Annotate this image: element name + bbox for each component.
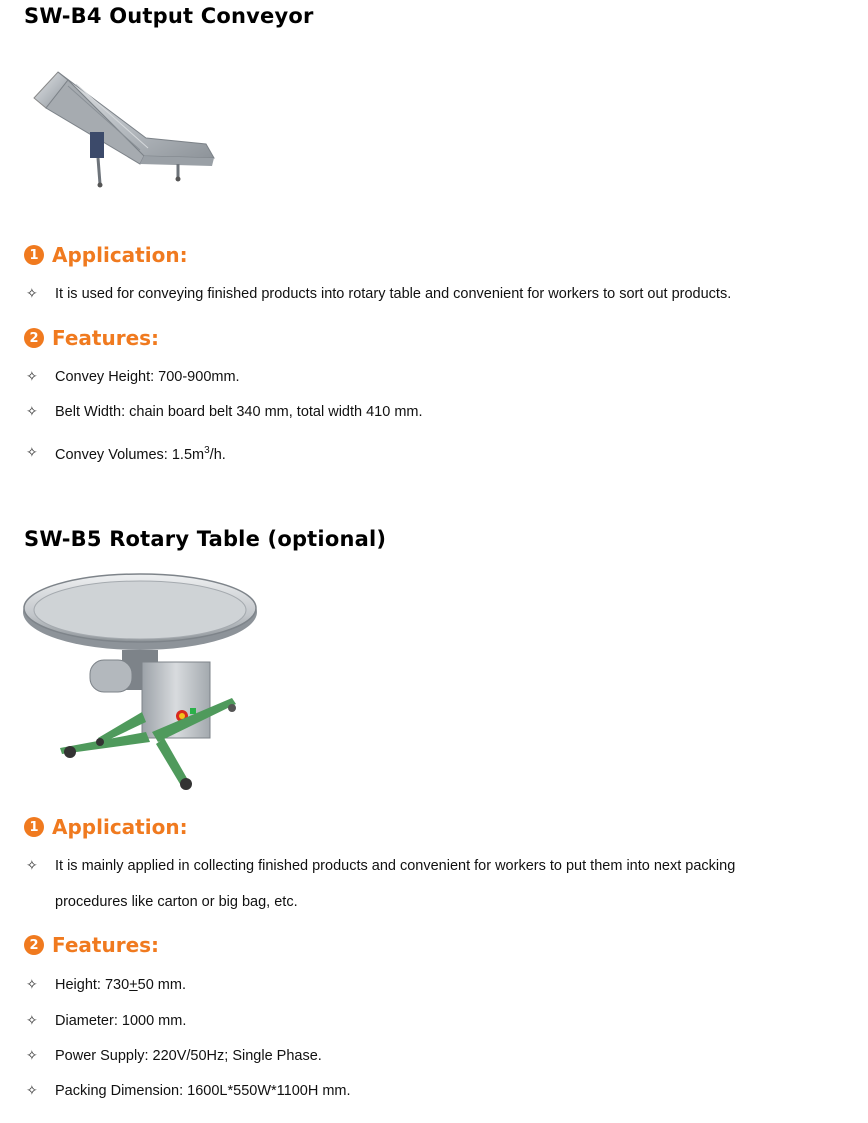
bullet-icon: ✧ [26,1047,38,1063]
volume-prefix: Convey Volumes: 1.5m [55,446,205,463]
list-item-text: It is mainly applied in collecting finished products and convenient for workers to put them into next packing [55,858,736,874]
list-item-text [55,445,226,463]
bullet-icon: ✧ [26,285,38,301]
section1-title: SW-B4 Output Conveyor [24,4,314,28]
list-item-text: Belt Width: chain board belt 340 mm, total width 410 mm. [55,404,423,420]
bullet-icon: ✧ [26,403,38,419]
step-number-badge: 1 [24,245,44,265]
features-heading-label: Features: [52,933,160,957]
list-item-text: Diameter: 1000 mm. [55,1013,187,1029]
bullet-icon: ✧ [26,368,38,384]
bullet-icon: ✧ [26,1082,38,1098]
application-heading-2 [24,814,188,840]
volume-suffix: /h. [209,446,226,463]
bullet-icon: ✧ [26,444,38,460]
volume-superscript: 3 [204,445,210,456]
list-item-text: Packing Dimension: 1600L*550W*1100H mm. [55,1083,351,1099]
output-conveyor-image [28,60,228,190]
bullet-icon: ✧ [26,976,38,992]
application-heading-label: Application: [52,815,188,839]
list-item-text [55,977,186,993]
rotary-table-image [22,572,262,794]
list-item-text: It is used for conveying finished products into rotary table and convenient for workers to sort out products. [55,286,732,302]
step-number-badge: 2 [24,935,44,955]
application-heading-label: Application: [52,243,188,267]
features-heading-label: Features: [52,326,160,350]
list-item-text: Power Supply: 220V/50Hz; Single Phase. [55,1048,322,1064]
plus-minus-sign: + [129,977,138,993]
features-heading-1 [24,325,159,351]
list-item-continuation: procedures like carton or big bag, etc. [55,894,298,910]
step-number-badge: 1 [24,817,44,837]
list-item-text: Convey Height: 700-900mm. [55,369,240,385]
bullet-icon: ✧ [26,857,38,873]
features-heading-2 [24,932,159,958]
height-prefix: Height: 730 [55,977,130,993]
step-number-badge: 2 [24,328,44,348]
bullet-icon: ✧ [26,1012,38,1028]
application-heading-1 [24,242,188,268]
height-suffix: 50 mm. [137,977,186,993]
section2-title: SW-B5 Rotary Table (optional) [24,527,387,551]
